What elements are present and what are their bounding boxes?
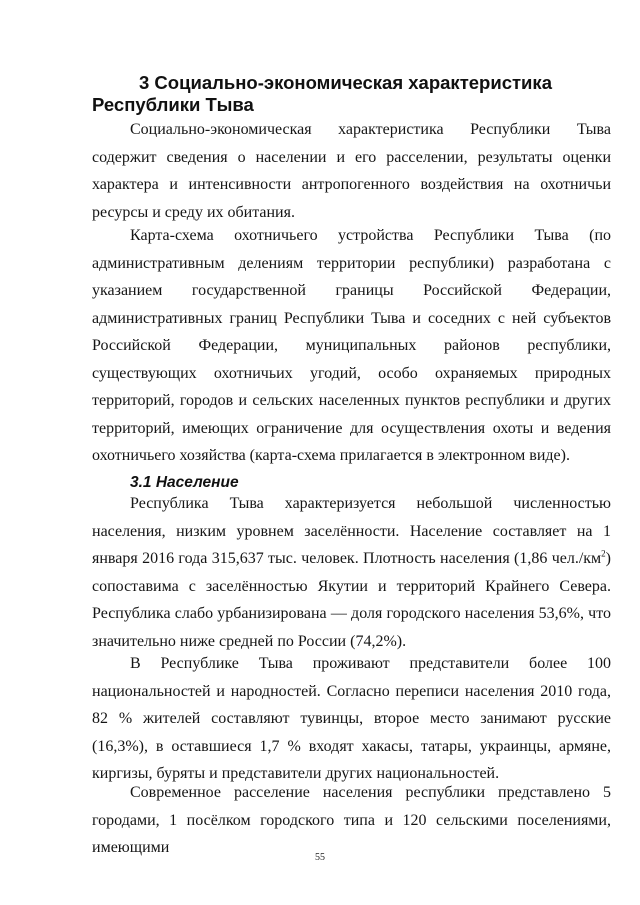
- page-number: 55: [315, 852, 325, 863]
- section-heading: [92, 72, 592, 116]
- intro-paragraph: Социально-экономическая характеристика Республики Тыва содержит сведения о населении и его расселении, результаты оценки характера и интенсивности антропогенного воздействия на охотничьи ресурсы и среду их обитания.: [92, 121, 611, 221]
- section-heading-line-2: Республики Тыва: [92, 94, 254, 115]
- population-paragraph: [92, 490, 611, 655]
- subsection-heading: 3.1 Население: [130, 474, 239, 491]
- settlement-paragraph: Современное расселение населения республики представлено 5 городами, 1 посёлком городского типа и 120 сельскими поселениями, имеющими: [92, 784, 611, 856]
- section-heading-line-1: 3 Социально-экономическая характеристика: [139, 72, 552, 93]
- map-scheme-paragraph: Карта-схема охотничьего устройства Республики Тыва (по административным делениям территории республики) разработана с указанием государственной границы Российской Федерации, административных границ Республики Тыва и соседних с ней субъектов Российской Федерации, муниципальных районов республики, существующих охотничьих угодий, особо охраняемых природных территорий, городов и сельских населенных пунктов республики и других территорий, имеющих ограничение для осуществления охоты и ведения охотничьего хозяйства (карта-схема прилагается в электронном виде).: [92, 227, 611, 464]
- nationalities-paragraph: В Республике Тыва проживают представители более 100 национальностей и народностей. Согласно переписи населения 2010 года, 82 % жителей составляют тувинцы, второе место занимают русские (16,3%), в оставшиеся 1,7 % входят хакасы, татары, украинцы, армяне, киргизы, буряты и представители других национальностей.: [92, 655, 611, 782]
- population-paragraph-text-2: ) сопоставима с заселённостью Якутии и территорий Крайнего Севера. Республика слабо урбанизирована — доля городского населения 53,6%, что значительно ниже средней по России (74,2%).: [92, 550, 611, 650]
- population-paragraph-text-1: Республика Тыва характеризуется небольшой численностью населения, низким уровнем заселённости. Население составляет на 1 января 2016 года 315,637 тыс. человек. Плотность населения (1,86 чел./км: [92, 495, 611, 567]
- superscript-exponent: 2: [601, 548, 606, 559]
